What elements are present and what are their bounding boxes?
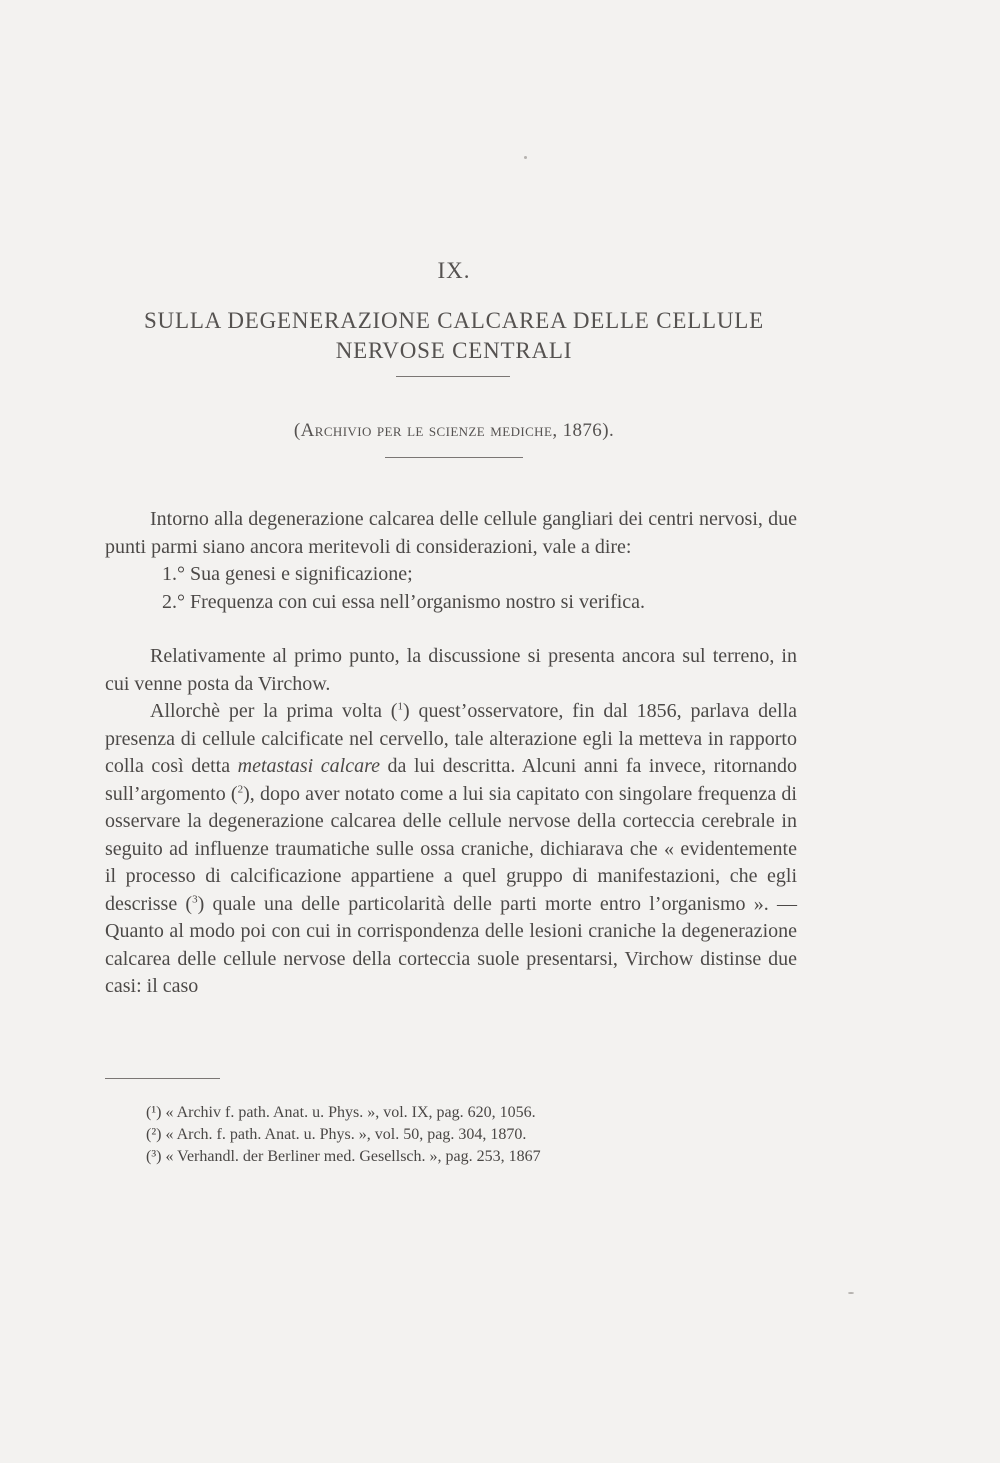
chapter-title xyxy=(100,306,808,366)
footnote-3: (³) « Verhandl. der Berliner med. Gesellsch. », pag. 253, 1867 xyxy=(146,1148,541,1165)
paragraph-3 xyxy=(105,698,797,1001)
footnote-2: (²) « Arch. f. path. Anat. u. Phys. », vol. 50, pag. 304, 1870. xyxy=(146,1126,527,1143)
paper-speck xyxy=(848,1292,854,1294)
paragraph-3-part-b: ) quest’osservatore, fin dal 1856, parlava della presenza di cellule calcificate nel cervello, tale alterazione egli la metteva in rapporto colla così detta xyxy=(105,700,797,777)
chapter-title-line-2: NERVOSE CENTRALI xyxy=(335,338,573,363)
source-divider xyxy=(385,457,523,458)
paragraph-3-part-d: ), dopo aver notato come a lui sia capitato con singolare frequenza di osservare la degenerazione calcarea delle cellule nervose della corteccia cerebrale in seguito ad influenze traumatiche sulle ossa craniche, dichiarava che « evidentemente il processo di calcificazione appartiene a quel gruppo di manifestazioni, che egli descrisse ( xyxy=(105,782,797,915)
footnote-ref-3: 3 xyxy=(192,892,198,905)
chapter-number: IX. xyxy=(437,258,471,283)
paragraph-2: Relativamente al primo punto, la discussione si presenta ancora sul terreno, in cui venne posta da Virchow. xyxy=(105,645,797,695)
intro-paragraph: Intorno alla degenerazione calcarea delle cellule gangliari dei centri nervosi, due punti parmi siano ancora meritevoli di considerazioni, vale a dire: xyxy=(105,508,797,558)
footnote-ref-2: 2 xyxy=(237,782,244,795)
source-journal: Archivio per le scienze mediche xyxy=(300,420,553,441)
footnote-1: (¹) « Archiv f. path. Anat. u. Phys. », vol. IX, pag. 620, 1056. xyxy=(146,1104,536,1121)
paragraph-3-part-e: ) quale una delle particolarità delle parti morte entro l’organismo ». — Quanto al modo poi con cui in corrispondenza delle lesioni craniche la degenerazione calcarea delle cellule nervose della corteccia suole presentarsi, Virchow distinse due casi: il caso xyxy=(105,892,797,997)
list-item-2: 2.° Frequenza con cui essa nell’organismo nostro si verifica. xyxy=(162,590,646,613)
paper-speck xyxy=(524,156,527,159)
chapter-title-line-1: SULLA DEGENERAZIONE CALCAREA DELLE CELLULE xyxy=(143,308,765,333)
source-year: , 1876). xyxy=(552,420,615,441)
paragraph-gap xyxy=(105,616,797,643)
body-text xyxy=(105,506,797,1001)
footnote-ref-1: 1 xyxy=(397,700,403,713)
footnote-divider xyxy=(105,1078,220,1079)
source-open-paren: ( xyxy=(293,420,301,441)
footnotes xyxy=(146,1102,766,1168)
paragraph-3-part-a: Allorchè per la prima volta ( xyxy=(150,700,398,722)
list-item-1: 1.° Sua genesi e significazione; xyxy=(162,563,413,585)
emphasis-metastasi-calcare: metastasi calcare xyxy=(237,755,380,777)
paragraph-3-part-c: da lui descritta. Alcuni anni fa invece, ritornando sull’argomento ( xyxy=(105,755,797,805)
title-divider xyxy=(396,376,510,377)
source-citation xyxy=(0,420,908,442)
